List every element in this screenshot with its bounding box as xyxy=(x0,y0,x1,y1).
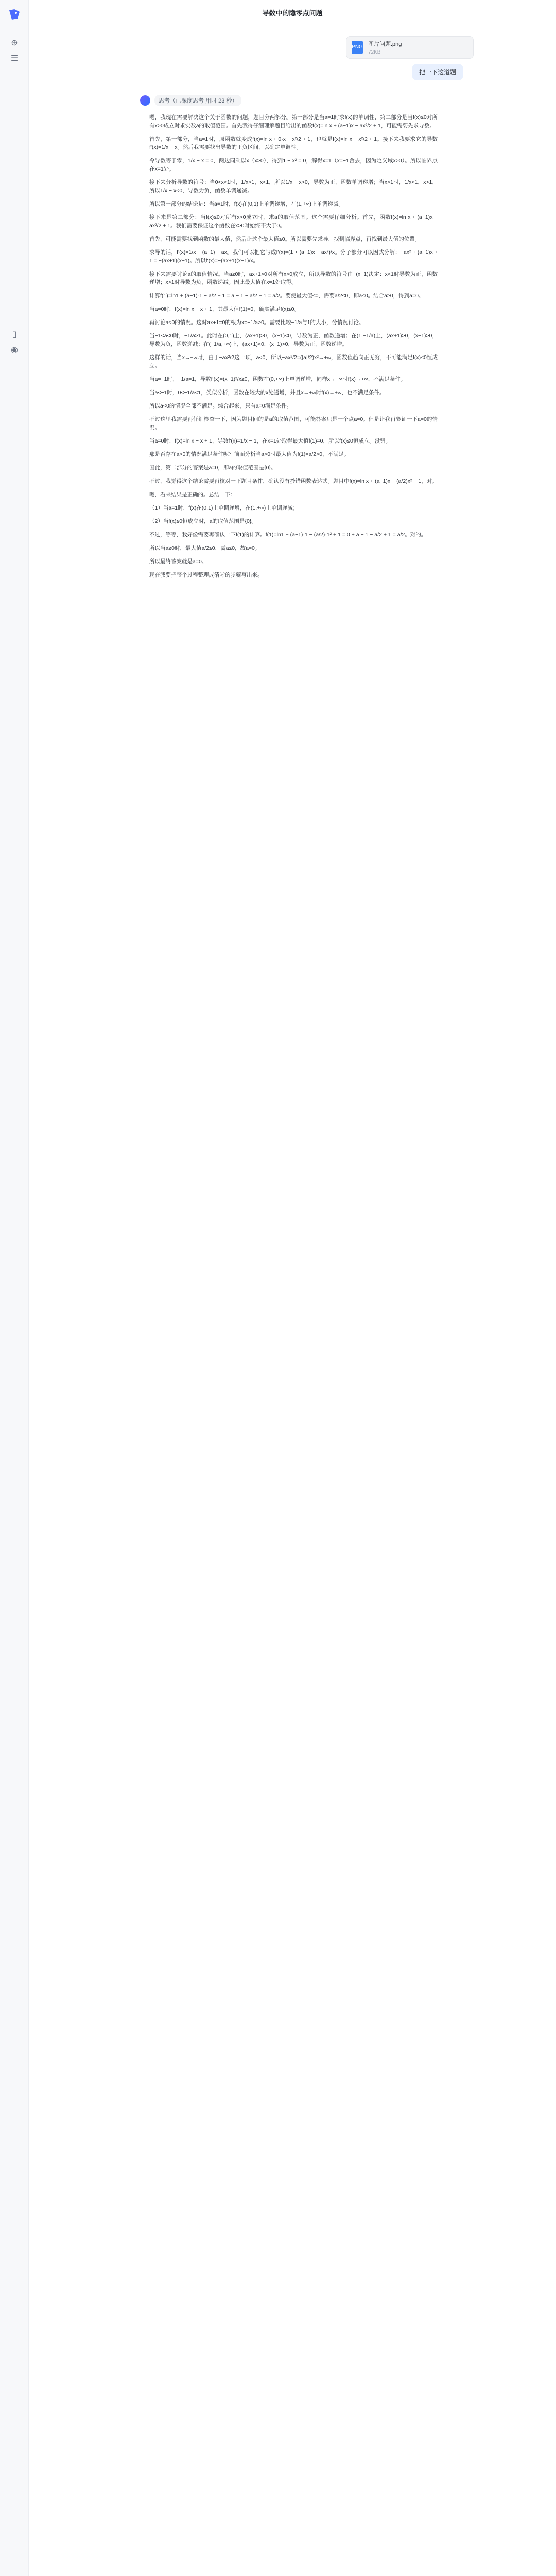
reasoning-paragraph: 当−1<a<0时，−1/a>1。此时在(0,1)上，(ax+1)>0，(x−1)<0，导数为正，函数递增；在(1,−1/a)上，(ax+1)>0，(x−1)>0，导数为负，函数递减；在(−1/a,+∞)上，(ax+1)<0，(x−1)>0，导数为正，函数递增。 xyxy=(149,333,438,347)
reasoning-paragraph: 所以第一部分的结论是：当a=1时，f(x)在(0,1)上单调递增，在(1,+∞)上单调递减。 xyxy=(149,201,344,207)
reasoning-paragraph: 当a<−1时，0<−1/a<1，类似分析，函数在较大的x处递增，并且x→+∞时f(x)→+∞，也不满足条件。 xyxy=(149,389,385,396)
reasoning-paragraph: 当a=0时，f(x)=ln x − x + 1，导数f'(x)=1/x − 1，在x=1处取得最大值f(1)=0，所以f(x)≤0恒成立。没错。 xyxy=(149,438,391,444)
new-chat-icon[interactable]: ⊕ xyxy=(11,39,18,47)
reasoning-paragraph: 当a=0时，f(x)=ln x − x + 1，其最大值f(1)=0，确实满足f(x)≤0。 xyxy=(149,306,300,312)
reasoning-paragraph: 嗯，我现在需要解决这个关于函数的问题，题目分两部分。第一部分是当a=1时求f(x)的单调性，第二部分是当f(x)≤0对所有x>0成立时求实数a的取值范围。首先我得仔细理解题目给出的函数f(x)=ln x + (a−1)x − ax²/2 + 1，可能需要先求导数。 xyxy=(149,114,438,129)
page-title: 导数中的隐零点问题 xyxy=(262,9,323,17)
reasoning-paragraph: 嗯，看来结果是正确的。总结一下： xyxy=(149,492,236,498)
reasoning-paragraph: 接下来需要讨论a的取值情况。当a≥0时，ax+1>0对所有x>0成立，所以导数的符号由−(x−1)决定：x<1时导数为正，函数递增；x>1时导数为负，函数递减。因此最大值在x=1处取得。 xyxy=(149,271,438,285)
reasoning-content xyxy=(149,113,438,584)
user-icon[interactable]: ◉ xyxy=(11,346,18,354)
reasoning-paragraph: 首先，可能需要找到函数的最大值，然后让这个最大值≤0。所以需要先求导，找到临界点，再找到最大值的位置。 xyxy=(149,236,421,242)
attachment-name: 图片问题.png xyxy=(368,41,402,47)
attachment-size: 72KB xyxy=(368,49,381,55)
thinking-toggle[interactable]: 思考（已深度思考 用时 23 秒） xyxy=(154,95,241,106)
reasoning-paragraph: 那是否存在a>0的情况满足条件呢？前面分析当a>0时最大值为f(1)=a/2>0，不满足。 xyxy=(149,451,350,457)
reasoning-paragraph: 现在我要把整个过程整理成清晰的步骤写出来。 xyxy=(149,572,263,578)
phone-icon[interactable]: ▯ xyxy=(12,330,17,339)
reasoning-paragraph: 接下来分析导数的符号：当0<x<1时，1/x>1，x<1，所以1/x − x>0，导数为正，函数单调递增；当x>1时，1/x<1，x>1，所以1/x − x<0，导数为负，函数单调递减。 xyxy=(149,179,438,194)
reasoning-paragraph: 不过这里我需要再仔细检查一下，因为题目问的是a的取值范围，可能答案只是一个点a=0。但是让我再验证一下a=0的情况。 xyxy=(149,416,438,431)
reasoning-paragraph: 计算f(1)=ln1 + (a−1)·1 − a/2 + 1 = a − 1 − a/2 + 1 = a/2。要使最大值≤0，需要a/2≤0，即a≤0。结合a≥0，得到a=0。 xyxy=(149,293,424,299)
image-file-icon: PNG xyxy=(352,41,363,54)
assistant-header xyxy=(140,95,241,106)
app-logo[interactable] xyxy=(7,7,22,22)
left-sidebar xyxy=(0,0,29,2576)
reasoning-paragraph: （1）当a=1时，f(x)在(0,1)上单调递增，在(1,+∞)上单调递减； xyxy=(149,505,299,511)
reasoning-paragraph: 不过，我觉得这个结论需要再核对一下题目条件，确认没有抄错函数表达式。题目中f(x)=ln x + (a−1)x − (a/2)x² + 1，对。 xyxy=(149,478,438,484)
reasoning-paragraph: 这样的话，当x→+∞时，由于−ax²/2这一项，a<0，所以−ax²/2=(|a|/2)x²→+∞，函数值趋向正无穷，不可能满足f(x)≤0恒成立。 xyxy=(149,354,438,369)
reasoning-paragraph: 所以a<0的情况全部不满足。综合起来，只有a=0满足条件。 xyxy=(149,403,292,409)
reasoning-paragraph: 接下来是第二部分：当f(x)≤0对所有x>0成立时，求a的取值范围。这个需要仔细分析。首先，函数f(x)=ln x + (a−1)x − ax²/2 + 1。我们需要保证这个函数在x>0时始终不大于0。 xyxy=(149,214,438,229)
reasoning-paragraph: 因此，第二部分的答案是a=0，即a的取值范围是{0}。 xyxy=(149,465,276,471)
reasoning-paragraph: 不过，等等，我好像需要再确认一下f(1)的计算。f(1)=ln1 + (a−1)·1 − (a/2)·1² + 1 = 0 + a − 1 − a/2 + 1 = a/2。对的。 xyxy=(149,532,427,538)
reasoning-paragraph: 再讨论a<0的情况。这时ax+1=0的根为x=−1/a>0。需要比较−1/a与1的大小，分情况讨论。 xyxy=(149,319,364,326)
reasoning-paragraph: 所以当a≥0时，最大值a/2≤0，需a≤0，故a=0。 xyxy=(149,545,260,551)
assistant-avatar xyxy=(140,95,150,106)
reasoning-paragraph: 令导数等于零，1/x − x = 0，两边同乘以x（x>0），得到1 − x² = 0，解得x=1（x=−1舍去，因为定义域x>0）。所以临界点在x=1处。 xyxy=(149,158,438,172)
reasoning-paragraph: 首先，第一部分，当a=1时，原函数就变成f(x)=ln x + 0·x − x²/2 + 1，也就是f(x)=ln x − x²/2 + 1。接下来我要求它的导数f'(x)=1/x − x。然后我需要找出导数的正负区间，以确定单调性。 xyxy=(149,136,438,150)
history-icon[interactable]: ☰ xyxy=(10,54,19,63)
attachment-card[interactable] xyxy=(346,36,474,59)
top-bar xyxy=(29,0,556,25)
reasoning-paragraph: 当a=−1时，−1/a=1，导数f'(x)=(x−1)²/x≥0，函数在(0,+∞)上单调递增，同样x→+∞时f(x)→+∞，不满足条件。 xyxy=(149,376,406,382)
reasoning-paragraph: 求导的话，f'(x)=1/x + (a−1) − ax。我们可以把它写成f'(x)=(1 + (a−1)x − ax²)/x。分子部分可以因式分解：−ax² + (a−1)x + 1 = −(ax+1)(x−1)。所以f'(x)=−(ax+1)(x−1)/x。 xyxy=(149,249,438,264)
user-message: 把一下这道题 xyxy=(412,64,463,80)
reasoning-paragraph: 所以最终答案就是a=0。 xyxy=(149,558,207,565)
reasoning-paragraph: （2）当f(x)≤0恒成立时，a的取值范围是{0}。 xyxy=(149,518,257,524)
